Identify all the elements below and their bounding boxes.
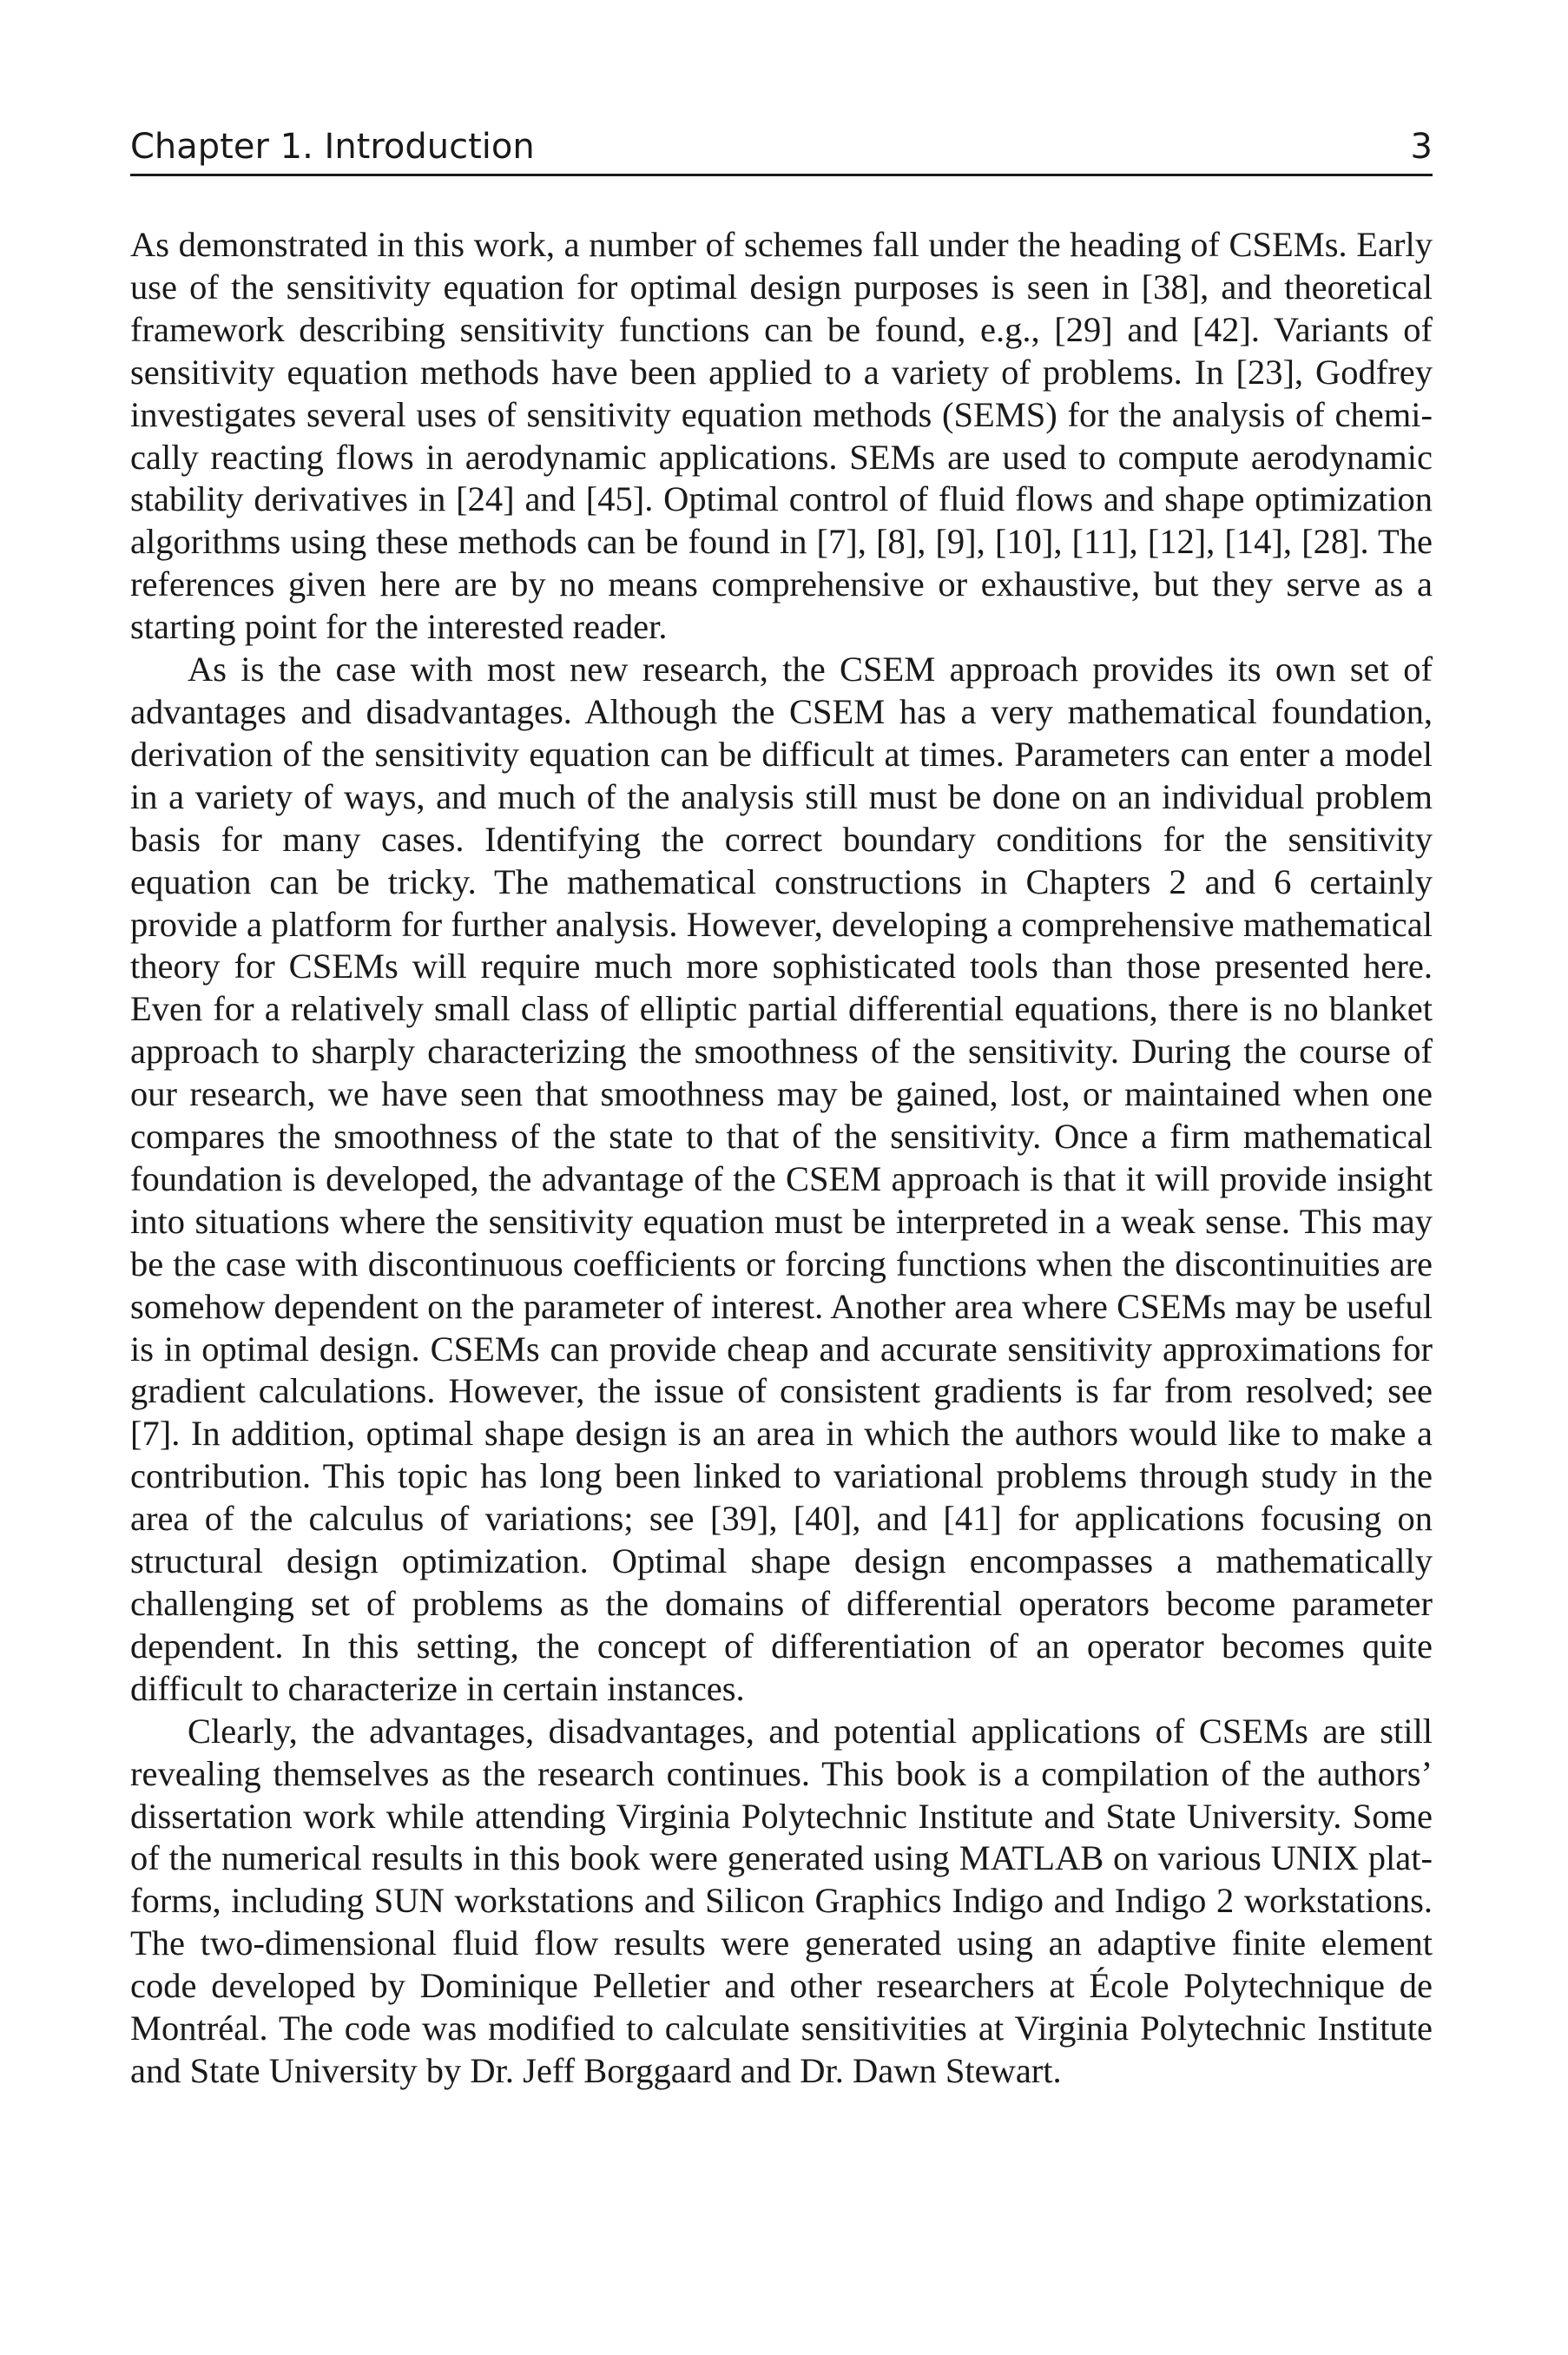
paragraph-3: Clearly, the advantages, disadvantages, and potential applications of CSEMs are still revealing themselves as the research continues. This book is a compilation of the authors’ dissertation work while attending Virginia Polytechnic Institute and State University. Some of the numerical results in this book were generated using MATLAB on various UNIX platforms, including SUN workstations and Silicon Graphics Indigo and Indigo 2 workstations. The two-dimensional fluid flow results were generated using an adaptive finite element code developed by Dominique Pelletier and other researchers at École Polytechnique de Montréal. The code was modified to calculate sensitivities at Virginia Polytechnic Institute and State University by Dr. Jeff Borggaard and Dr. Dawn Stewart.: [130, 1711, 1433, 2090]
body-text: [130, 224, 1433, 2093]
paragraph-1: As demonstrated in this work, a number of schemes fall under the heading of CSEMs. Early use of the sensitivity equation for optimal design purposes is seen in [38], and theoretical framework describing sensitivity functions can be found, e.g., [29] and [42]. Variants of sensitivity equation methods have been applied to a variety of problems. In [23], Godfrey investigates several uses of sensitivity equation methods (SEMS) for the analysis of chemically reacting flows in aerodynamic applications. SEMs are used to compute aerodynamic stability derivatives in [24] and [45]. Optimal control of fluid flows and shape optimization algorithms using these methods can be found in [7], [8], [9], [10], [11], [12], [14], [28]. The references given here are by no means comprehensive or exhaustive, but they serve as a starting point for the interested reader.: [130, 225, 1433, 647]
chapter-title: Chapter 1. Introduction: [130, 127, 535, 167]
page-number: 3: [1410, 127, 1433, 167]
running-header: [130, 122, 1433, 176]
paragraph-2: As is the case with most new research, the CSEM approach provides its own set of advantages and disadvantages. Although the CSEM has a very mathematical foundation, derivation of the sensitivity equation can be difficult at times. Parameters can enter a model in a variety of ways, and much of the analysis still must be done on an individual problem basis for many cases. Identifying the correct boundary conditions for the sensitivity equation can be tricky. The mathematical constructions in Chapters 2 and 6 certainly provide a platform for further analysis. However, developing a comprehensive mathematical theory for CSEMs will require much more sophisticated tools than those presented here. Even for a relatively small class of elliptic partial differential equations, there is no blanket approach to sharply characterizing the smoothness of the sensitivity. During the course of our research, we have seen that smoothness may be gained, lost, or maintained when one compares the smoothness of the state to that of the sensitivity. Once a firm mathematical foundation is developed, the advantage of the CSEM approach is that it will provide insight into situations where the sensitivity equation must be interpreted in a weak sense. This may be the case with discontinuous coefficients or forcing functions when the discontinuities are somehow dependent on the parameter of interest. Another area where CSEMs may be useful is in optimal design. CSEMs can provide cheap and accurate sensitivity approximations for gradient calculations. However, the issue of consistent gradients is far from resolved; see [7]. In addition, optimal shape design is an area in which the authors would like to make a contribution. This topic has long been linked to variational problems through study in the area of the calculus of variations; see [39], [40], and [41] for applications focusing on structural design optimization. Optimal shape design encompasses a mathematically challenging set of problems as the domains of differential operators become parameter dependent. In this setting, the concept of differentiation of an operator becomes quite difficult to characterize in certain instances.: [130, 650, 1433, 1708]
